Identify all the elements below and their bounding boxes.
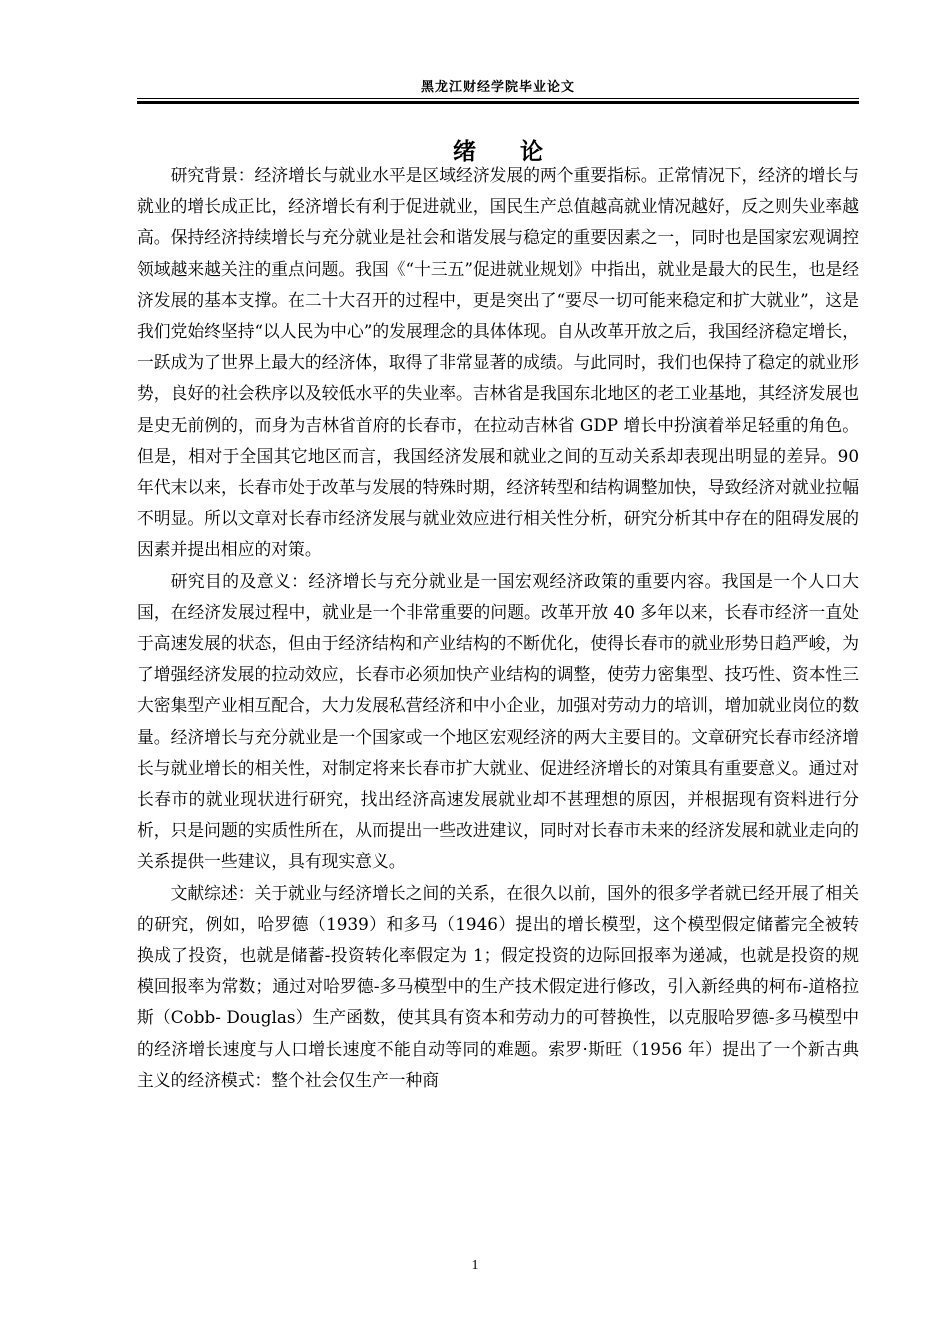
section-title-part-2: 论 xyxy=(520,138,543,165)
header-rule-thin xyxy=(137,98,859,99)
header-rule-thick xyxy=(137,101,859,104)
paragraph-literature-review: 文献综述：关于就业与经济增长之间的关系，在很久以前，国外的很多学者就已经开展了相关的研究，例如，哈罗德（1939）和多马（1946）提出的增长模型，这个模型假定储蓄完全被转换成了投资，也就是储蓄-投资转化率假定为 1；假定投资的边际回报率为递减，也就是投资的规模回报率为常数；通过对哈罗德-多马模型中的生产技术假定进行修改，引入新经典的柯布-道格拉斯（Cobb- Douglas）生产函数，使其具有资本和劳动力的可替换性，以克服哈罗德-多马模型中的经济增长速度与人口增长速度不能自动等同的难题。索罗·斯旺（1956 年）提出了一个新古典主义的经济模式：整个社会仅生产一种商 xyxy=(137,882,859,1090)
paragraph-background: 研究背景：经济增长与就业水平是区域经济发展的两个重要指标。正常情况下，经济的增长与就业的增长成正比，经济增长有利于促进就业，国民生产总值越高就业情况越好，反之则失业率越高。保持经济持续增长与充分就业是社会和谐发展与稳定的重要因素之一，同时也是国家宏观调控领域越来越关注的重点问题。我国《“十三五”促进就业规划》中指出，就业是最大的民生，也是经济发展的基本支撑。在二十大召开的过程中，更是突出了“要尽一切可能来稳定和扩大就业”，这是我们党始终坚持“以人民为中心”的发展理念的具体体现。自从改革开放之后，我国经济稳定增长，一跃成为了世界上最大的经济体，取得了非常显著的成绩。与此同时，我们也保持了稳定的就业形势，良好的社会秩序以及较低水平的失业率。吉林省是我国东北地区的老工业基地，其经济发展也是史无前例的，而身为吉林省首府的长春市，在拉动吉林省 GDP 增长中扮演着举足轻重的角色。但是，相对于全国其它地区而言，我国经济发展和就业之间的互动关系却表现出明显的差异。90 年代末以来，长春市处于改革与发展的特殊时期，经济转型和结构调整加快，导致经济对就业拉幅不明显。所以文章对长春市经济发展与就业效应进行相关性分析，研究分析其中存在的阻碍发展的因素并提出相应的对策。 xyxy=(137,165,859,560)
page-number: 1 xyxy=(471,1258,479,1273)
running-header: 黑龙江财经学院毕业论文 xyxy=(420,80,575,95)
body-text xyxy=(137,160,859,1096)
paragraph-purpose: 研究目的及意义：经济增长与充分就业是一国宏观经济政策的重要内容。我国是一个人口大国，在经济发展过程中，就业是一个非常重要的问题。改革开放 40 多年以来，长春市经济一直处于高速发展的状态，但由于经济结构和产业结构的不断优化，使得长春市的就业形势日趋严峻，为了增强经济发展的拉动效应，长春市必须加快产业结构的调整，使劳力密集型、技巧性、资本性三大密集型产业相互配合，大力发展私营经济和中小企业，加强对劳动力的培训，增加就业岗位的数量。经济增长与充分就业是一个国家或一个地区宏观经济的两大主要目的。文章研究长春市经济增长与就业增长的相关性，对制定将来长春市扩大就业、促进经济增长的对策具有重要意义。通过对长春市的就业现状进行研究，找出经济高速发展就业却不甚理想的原因，并根据现有资料进行分析，只是问题的实质性所在，从而提出一些改进建议，同时对长春市未来的经济发展和就业走向的关系提供一些建议，具有现实意义。 xyxy=(137,570,859,872)
section-title-part-1: 绪 xyxy=(453,138,476,165)
